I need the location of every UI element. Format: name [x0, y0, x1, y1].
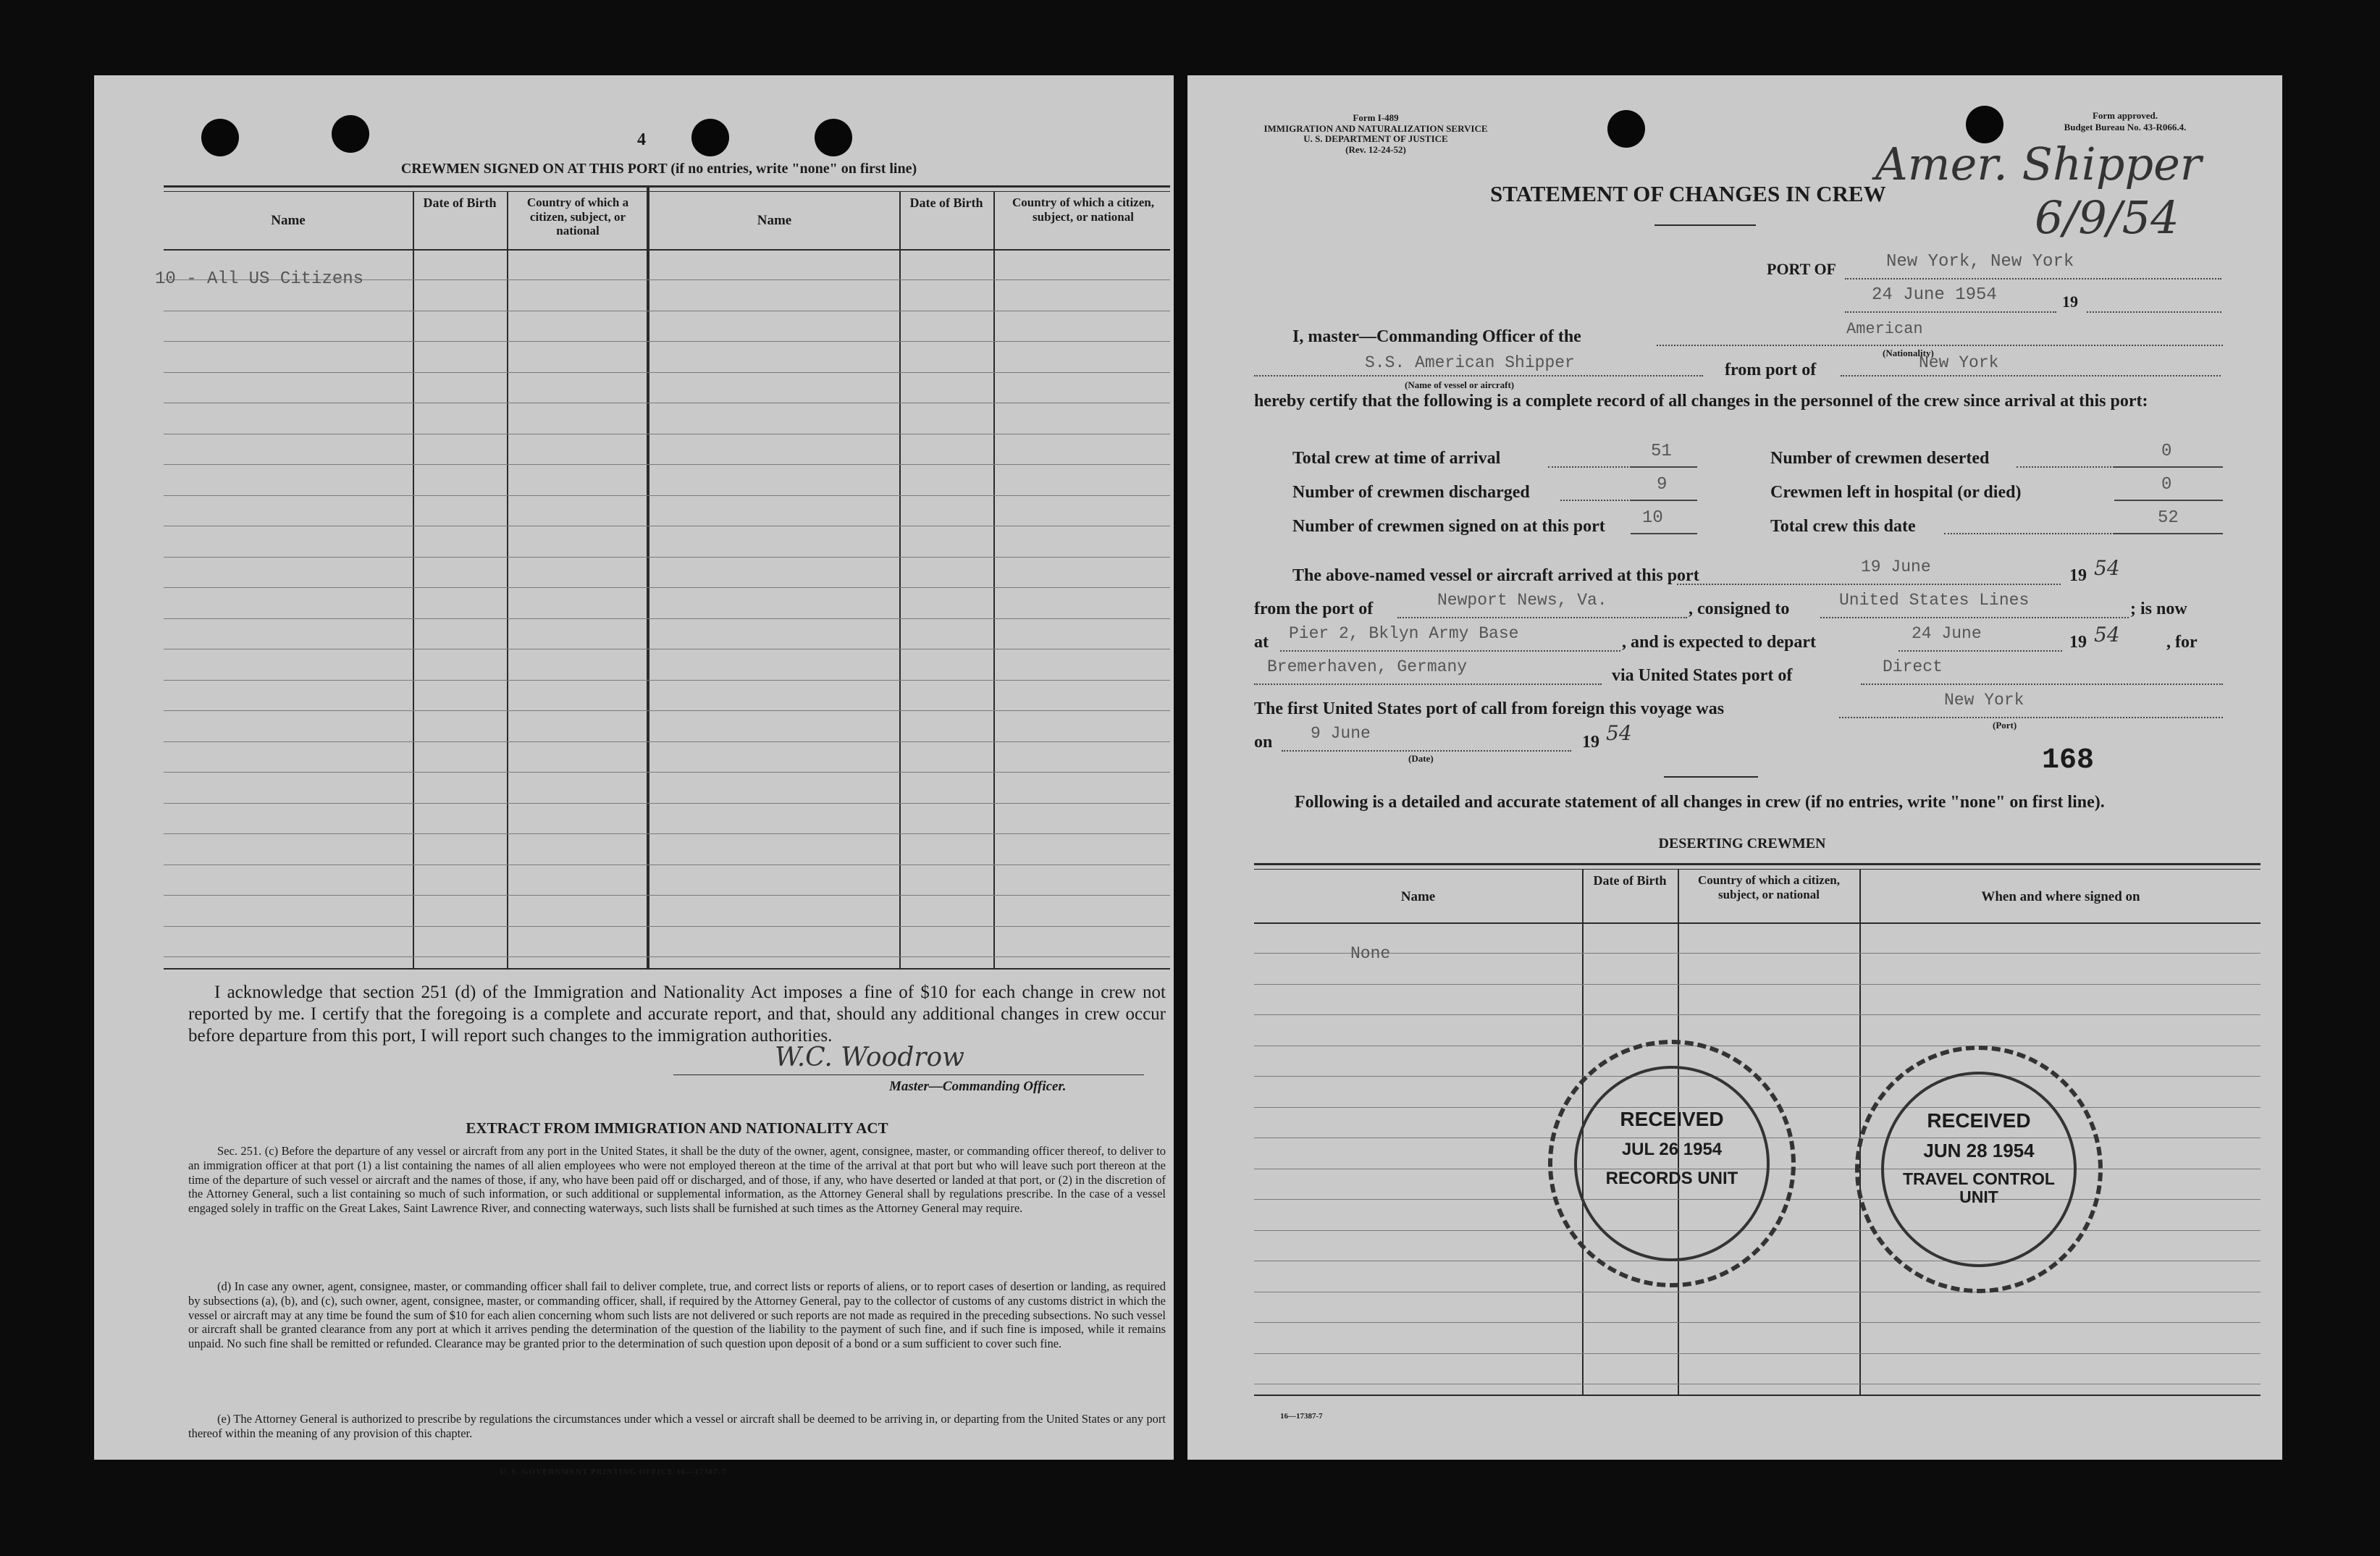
at-label: at: [1254, 633, 1269, 652]
stat-total-arrival-label: Total crew at time of arrival: [1292, 449, 1501, 468]
depart-year-prefix: 19: [2069, 633, 2087, 652]
stat-total-arrival-value: 51: [1651, 442, 1672, 461]
on-value: 9 June: [1311, 724, 1371, 743]
from-port-value: New York: [1919, 353, 1999, 372]
table-bottom-rule: [164, 968, 1170, 970]
stat-signed-on-label: Number of crewmen signed on at this port: [1292, 517, 1605, 536]
department-name: U. S. DEPARTMENT OF JUSTICE: [1303, 133, 1448, 145]
destination-value: Bremerhaven, Germany: [1267, 657, 1468, 676]
date-value: 24 June 1954: [1872, 285, 1997, 305]
nationality-caption: (Nationality): [1883, 348, 1934, 358]
date-caption: (Date): [1408, 753, 1434, 764]
col-header-country-2: Country of which a citizen, subject, or national: [1012, 195, 1154, 224]
signature-caption: Master—Commanding Officer.: [889, 1079, 1067, 1094]
stat-line: [1631, 466, 1697, 468]
section-title: CREWMEN SIGNED ON AT THIS PORT (if no entries, write "none" on first line): [400, 161, 917, 177]
stat-signed-on-value: 10: [1642, 508, 1663, 528]
desert-entry: None: [1350, 944, 1391, 963]
punch-hole: [201, 119, 239, 156]
stamp-date: JUN 28 1954: [1923, 1140, 2035, 1161]
nationality-line: [1657, 345, 2223, 346]
date-year-line: [2087, 311, 2221, 313]
stat-line: [1631, 500, 1697, 501]
table-row-line: [1254, 984, 2261, 985]
col-header-dob-2: Date of Birth: [909, 195, 983, 210]
stat-total-date-label: Total crew this date: [1770, 517, 1916, 536]
column-divider: [413, 191, 414, 970]
stamp-date: JUL 26 1954: [1621, 1140, 1723, 1159]
first-port-value: New York: [1944, 691, 2024, 710]
depart-label: , and is expected to depart: [1622, 633, 1816, 652]
form-number: Form I-489: [1353, 112, 1399, 123]
agency-name: IMMIGRATION AND NATURALIZATION SERVICE: [1263, 122, 1488, 134]
stat-deserted-value: 0: [2161, 442, 2172, 461]
records-unit-stamp: [1548, 1040, 1796, 1287]
stat-line: [1631, 533, 1697, 534]
table-row-line: [164, 464, 1170, 465]
desert-col-name: Name: [1400, 889, 1436, 904]
stat-total-date-value: 52: [2158, 508, 2179, 528]
header-rule: [164, 249, 1170, 251]
stat-line: [2114, 466, 2223, 468]
stat-discharged-label: Number of crewmen discharged: [1292, 483, 1530, 502]
approval-text: Form approved.: [2092, 110, 2158, 121]
nationality-value: American: [1846, 320, 1923, 338]
crew-entry: 10 - All US Citizens: [155, 269, 364, 289]
punch-hole: [815, 119, 852, 156]
stat-line: [2114, 500, 2223, 501]
vessel-value: S.S. American Shipper: [1365, 353, 1575, 372]
table-row-line: [164, 587, 1170, 588]
extract-paragraph-d: (d) In case any owner, agent, consignee, master, or commanding officer shall fail to deliver complete, true, and correct lists or reports of aliens, or to report cases of desertion or landing, as required by subsections (a), (b), and (c), such owner, agent, consignee, master, or commanding officer, shall, if required by the Attorney General, pay to the collector of customs of any customs district in which the vessel or aircraft may at any time be found the sum of $10 for each alien concerning whom such lists are not delivered or such reports are not made as required in the preceding subsections. No such vessel or aircraft shall be granted clearance from any port at which it arrives pending the determination of the question of the liability to the payment of such fine, and if such fine is imposed, while it remains unpaid. No such fine shall be remitted or refunded. Clearance may be granted prior to the determination of such question upon deposit of a bond or a sum sufficient to cover such fine.: [188, 1279, 1166, 1351]
table-row-line: [164, 680, 1170, 681]
stamp-number: 168: [2042, 744, 2095, 777]
following-text: Following is a detailed and accurate statement of all changes in crew (if no entries, write "none" on first line).: [1295, 793, 2105, 812]
punch-hole: [332, 115, 369, 153]
column-divider: [507, 191, 508, 970]
table-row-line: [1254, 1014, 2261, 1015]
from-port-line: [1841, 375, 2221, 377]
arrived-value: 19 June: [1861, 558, 1931, 576]
vessel-line: [1254, 375, 1703, 377]
table-row-line: [164, 741, 1170, 742]
col-header-dob: Date of Birth: [423, 195, 497, 210]
table-row-line: [164, 956, 1170, 957]
right-page: [1187, 75, 2282, 1460]
table-top-rule: [164, 191, 1170, 192]
stamp-received-label: RECEIVED: [1620, 1108, 1724, 1130]
stat-hospital-value: 0: [2161, 475, 2172, 495]
at-line: [1280, 650, 1620, 652]
desert-table-top: [1254, 863, 2261, 865]
arrived-line: [1677, 584, 2061, 585]
via-line: [1861, 684, 2223, 685]
punch-hole: [691, 119, 729, 156]
table-row-line: [164, 710, 1170, 711]
agency-block: [1231, 113, 1521, 155]
date-year-prefix: 19: [2062, 293, 2078, 311]
arrived-year-prefix: 19: [2069, 566, 2087, 585]
from-the-port-value: Newport News, Va.: [1437, 591, 1607, 610]
depart-line: [1898, 650, 2062, 652]
on-year-prefix: 19: [1582, 733, 1599, 752]
col-header-name: Name: [271, 213, 306, 228]
port-line: [1845, 278, 2221, 279]
stamp-received-label: RECEIVED: [1927, 1109, 2031, 1132]
col-header-country: Country of which a citizen, subject, or national: [526, 195, 629, 238]
deserting-title: DESERTING CREWMEN: [1658, 836, 1826, 851]
arrived-year: 54: [2094, 556, 2120, 580]
date-line: [1845, 311, 2056, 313]
stat-leader: [1548, 466, 1631, 468]
desert-table-bottom: [1254, 1395, 2261, 1396]
desert-table-top: [1254, 869, 2261, 870]
stat-leader: [1560, 500, 1631, 501]
via-value: Direct: [1883, 657, 1943, 676]
on-label: on: [1254, 733, 1273, 752]
master-signature: W.C. Woodrow: [775, 1043, 964, 1072]
first-port-line: [1839, 717, 2223, 718]
consigned-line: [1820, 617, 2129, 618]
table-top-rule: [164, 185, 1170, 188]
extract-paragraph-c: Sec. 251. (c) Before the departure of any vessel or aircraft from any port in the United States, it shall be the duty of the owner, agent, consignee, master, or commanding officer thereof, to deliver to an immigration officer at that port (1) a list containing the names of all alien employees who were not employed thereon at the time of the arrival at that port but who will leave such port thereon at the time of the departure of such vessel or aircraft and the names of those, if any, who have been paid off or discharged, and of those, if any, who have deserted or landed at that port, or (2) in the discretion of the Attorney General, such a list containing so much of such information, or such additional or supplemental information, as the Attorney General shall by regulations prescribe. In the case of a vessel engaged solely in traffic on the Great Lakes, Saint Lawrence River, and connecting waterways, such lists shall be furnished at such times as the Attorney General may require.: [188, 1144, 1166, 1216]
stat-hospital-label: Crewmen left in hospital (or died): [1770, 483, 2022, 502]
is-now-label: ; is now: [2130, 600, 2187, 618]
certify-text: hereby certify that the following is a complete record of all changes in the personnel of the crew since arrival at this port:: [1254, 392, 2148, 411]
vessel-caption: (Name of vessel or aircraft): [1405, 379, 1515, 390]
column-divider: [993, 191, 995, 970]
table-row-line: [1254, 953, 2261, 954]
port-caption: (Port): [1993, 720, 2017, 731]
via-label: via United States port of: [1612, 666, 1793, 685]
first-port-label: The first United States port of call from foreign this voyage was: [1254, 699, 1725, 718]
header-rule: [1254, 922, 2261, 924]
stat-deserted-label: Number of crewmen deserted: [1770, 449, 1990, 468]
arrived-label: The above-named vessel or aircraft arrived at this port: [1292, 566, 1699, 585]
col-header-name-2: Name: [757, 213, 792, 228]
form-title: STATEMENT OF CHANGES IN CREW: [1490, 181, 1886, 206]
printing-footer: U. S. GOVERNMENT PRINTING OFFICE 16—17387-7: [500, 1468, 726, 1476]
table-row-line: [164, 341, 1170, 342]
table-row-line: [164, 833, 1170, 834]
stat-leader: [1944, 533, 2114, 534]
travel-control-stamp: [1855, 1046, 2103, 1293]
extract-paragraph-e: (e) The Attorney General is authorized to prescribe by regulations the circumstances under which a vessel or aircraft shall be deemed to be arriving in, or departing from the United States or any port thereof within the meaning of any provision of this chapter.: [188, 1412, 1166, 1440]
master-prefix: I, master—Commanding Officer of the: [1292, 327, 1581, 346]
from-the-port-label: from the port of: [1254, 600, 1374, 618]
approval-block: [2006, 110, 2245, 133]
stamp-unit: TRAVEL CONTROL UNIT: [1903, 1169, 2055, 1207]
stamp-unit: RECORDS UNIT: [1605, 1169, 1738, 1188]
depart-year: 54: [2094, 623, 2120, 647]
on-year: 54: [1606, 721, 1632, 745]
budget-number: Budget Bureau No. 43-R066.4.: [2064, 121, 2187, 133]
punch-hole: [1607, 110, 1645, 148]
desert-col-when-where: When and where signed on: [1981, 889, 2140, 904]
title-underline: [1654, 224, 1756, 226]
port-label: PORT OF: [1767, 260, 1836, 278]
consigned-value: United States Lines: [1839, 591, 2030, 610]
on-line: [1282, 750, 1571, 752]
column-divider: [899, 191, 901, 970]
page-number: 4: [637, 130, 646, 149]
table-row-line: [164, 372, 1170, 373]
handwritten-date: 6/9/54: [2035, 191, 2179, 244]
extract-title: EXTRACT FROM IMMIGRATION AND NATIONALITY ACT: [466, 1119, 888, 1137]
table-row-line: [164, 926, 1170, 927]
table-row-line: [164, 772, 1170, 773]
handwritten-vessel-note: Amer. Shipper: [1875, 138, 2202, 190]
acknowledgement-text: I acknowledge that section 251 (d) of the Immigration and Nationality Act imposes a fine of $10 for each change in crew not reported by me. I certify that the foregoing is a complete and accurate report, and that, should any additional changes in crew occur before departure from this port, I will report such changes to the immigration authorities.: [188, 983, 1166, 1046]
table-row-line: [1254, 1353, 2261, 1354]
depart-value: 24 June: [1912, 624, 1982, 643]
right-footer: 16—17387-7: [1280, 1412, 1323, 1421]
stat-line: [2114, 533, 2223, 534]
stat-leader: [2017, 466, 2114, 468]
for-label: , for: [2166, 633, 2198, 652]
table-row-line: [164, 618, 1170, 619]
from-the-port-line: [1397, 617, 1687, 618]
revision-date: (Rev. 12-24-52): [1345, 143, 1406, 155]
from-port-label: from port of: [1725, 361, 1817, 379]
desert-col-dob: Date of Birth: [1593, 873, 1667, 888]
left-page: [94, 75, 1174, 1476]
table-row-line: [1254, 1322, 2261, 1323]
stat-discharged-value: 9: [1657, 475, 1668, 495]
table-row-line: [164, 803, 1170, 804]
column-divider: [647, 188, 649, 970]
table-row-line: [164, 895, 1170, 896]
desert-col-country: Country of which a citizen, subject, or national: [1698, 873, 1840, 901]
port-value: New York, New York: [1886, 252, 2074, 272]
at-value: Pier 2, Bklyn Army Base: [1289, 624, 1519, 643]
table-row-line: [164, 495, 1170, 496]
divider-rule: [1664, 776, 1758, 778]
table-row-line: [164, 557, 1170, 558]
destination-line: [1254, 684, 1602, 685]
consigned-label: , consigned to: [1689, 600, 1790, 618]
